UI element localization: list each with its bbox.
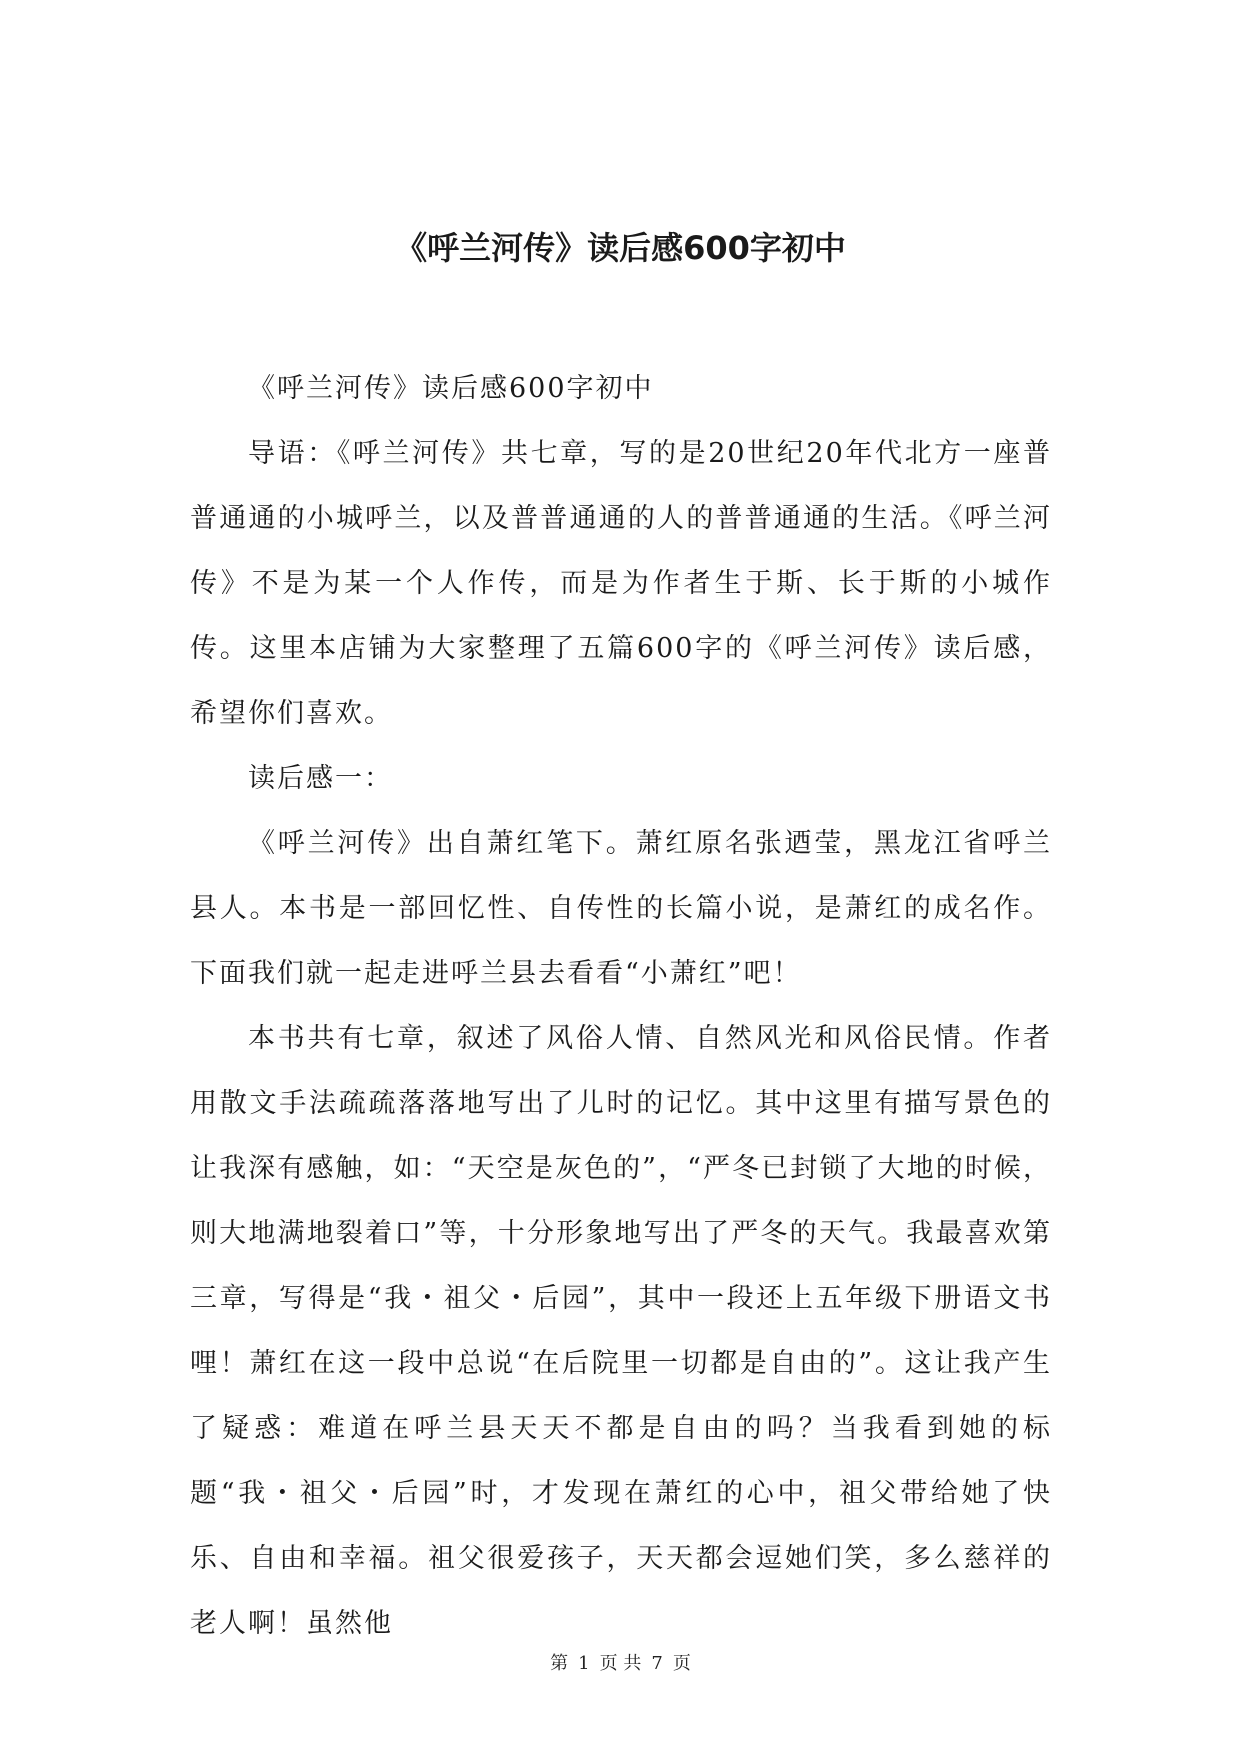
page-number-footer	[0, 1652, 1241, 1676]
footer-prefix: 第	[550, 1653, 569, 1674]
body-paragraph-intro: 导语：《呼兰河传》共七章，写的是20世纪20年代北方一座普普通通的小城呼兰，以及普普通通的人的普普通通的生活。《呼兰河传》不是为某一个人作传，而是为作者生于斯、长于斯的小城作传。这里本店铺为大家整理了五篇600字的《呼兰河传》读后感，希望你们喜欢。	[190, 438, 1052, 729]
document-title: 《呼兰河传》读后感600字初中	[395, 229, 846, 267]
footer-middle: 页 共	[599, 1653, 642, 1674]
body-paragraph-section-label: 读后感一：	[248, 763, 393, 794]
body-paragraph: 本书共有七章，叙述了风俗人情、自然风光和风俗民情。作者用散文手法疏疏落落地写出了儿时的记忆。其中这里有描写景色的让我深有感触，如：“天空是灰色的”，“严冬已封锁了大地的时候，则大地满地裂着口”等，十分形象地写出了严冬的天气。我最喜欢第三章，写得是“我・祖父・后园”，其中一段还上五年级下册语文书哩！萧红在这一段中总说“在后院里一切都是自由的”。这让我产生了疑惑：难道在呼兰县天天不都是自由的吗？当我看到她的标题“我・祖父・后园”时，才发现在萧红的心中，祖父带给她了快乐、自由和幸福。祖父很爱孩子，天天都会逗她们笑，多么慈祥的老人啊！虽然他	[190, 1023, 1052, 1639]
footer-total-pages: 7	[651, 1653, 663, 1674]
body-paragraph-heading: 《呼兰河传》读后感600字初中	[248, 373, 654, 404]
body-paragraph: 《呼兰河传》出自萧红笔下。萧红原名张迺莹，黑龙江省呼兰县人。本书是一部回忆性、自传性的长篇小说，是萧红的成名作。下面我们就一起走进呼兰县去看看“小萧红”吧！	[190, 828, 1052, 989]
footer-current-page: 1	[578, 1653, 590, 1674]
footer-suffix: 页	[672, 1653, 691, 1674]
document-body	[190, 356, 1052, 1656]
